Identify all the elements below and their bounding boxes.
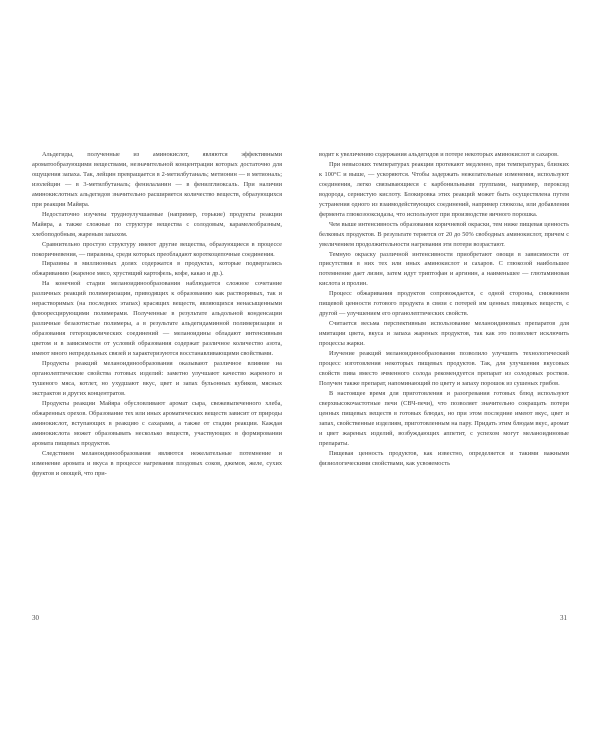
paragraph: В настоящее время для приготовления и разогревания готовых блюд используют сверхвысокочастотные печи (СВЧ-печи), что позволяет значительно сокращать потери ценных пищевых веществ в готовых блюдах, но при этом последние имеют вкус, цвет и запах, свойственные изделиям, приготовленным на пару. Придать этим блюдам вкус, аромат и цвет жареных изделий, возбуждающих аппетит, с успехом могут меланоидиновые препараты. [319, 389, 569, 447]
paragraph: Продукты реакций меланоидинообразования оказывают различное влияние на органолептические свойства готовых изделий: заметно улучшают качество жареного и тушеного мяса, котлет, но ухудшают вкус, цвет и запах бульонных кубиков, мясных экстрактов и других концентратов. [32, 360, 282, 397]
paragraph: На конечной стадии меланоидинообразования наблюдается сложное сочетание различных реакций полимеризации, приводящих к образованию как растворимых, так и нерастворимых (на последних этапах) красящих веществ, являющихся ненасыщенными флюоресцирующими полимерами. Полученные в результате альдольной конденсации различные безазотистые полимеры, а в результате альдегидаминной полимеризации и образования гетероциклических соединений — меланоидины обладают интенсивным цветом и в зависимости от условий образования содержат различное количество азота, имеют много непредельных связей и характеризуются восстанавливающими свойствами. [32, 280, 282, 358]
right-page-body [319, 150, 569, 469]
paragraph: Недостаточно изучены трудноулучшаемые (например, горькие) продукты реакции Майяра, а также сложные по структуре вещества с солодовым, карамелеобразным, хлебоподобным, жареным запахом. [32, 210, 282, 238]
page-number-left: 30 [32, 614, 39, 622]
paragraph: Изучение реакций меланоидинообразования позволило улучшить технологический процесс изготовления некоторых пищевых продуктов. Так, для улучшения вкусовых свойств пива вместо ячменного солода рекомендуется препарат из солодовых ростков. Получен также препарат, напоминающий по цвету и запаху порошок из сушеных грибов. [319, 350, 569, 387]
paragraph: Процесс обжаривания продуктов сопровождается, с одной стороны, снижением пищевой ценности готового продукта в связи с потерей им ценных пищевых веществ, с другой — улучшением его органолептических свойств. [319, 290, 569, 318]
paragraph: Чем выше интенсивность образования коричневой окраски, тем ниже пищевая ценность белковых продуктов. В результате теряется от 20 до 50% свободных аминокислот, причем с увеличением продолжительности нагревания эти потери возрастают. [319, 220, 569, 248]
paragraph: Сравнительно простую структуру имеют другие вещества, образующиеся в процессе покоричневения, — пиразины, среди которых преобладают короткоцепочные соединения. [32, 240, 282, 258]
paragraph: Пищевая ценность продуктов, как известно, определяется и такими важными физиологическими свойствами, как усвояемость [319, 449, 569, 467]
paragraph: При невысоких температурах реакции протекают медленно, при температурах, близких к 100°С и выше, — ускоряются. Чтобы задержать нежелательные изменения, используют соединения, легко связывающиеся с карбонильными группами, например, пероксид водорода, сернистую кислоту. Блокировка этих реакций может быть осуществлена путем устранения одного из взаимодействующих соединений, например глюкозы, или добавления фермента глюкозооксидазы, что используют при производстве яичного порошка. [319, 160, 569, 218]
page-number-right: 31 [560, 614, 567, 622]
left-page-body [32, 150, 282, 478]
paragraph-continued: водит к увеличению содержания альдегидов и потере некоторых аминокислот и сахаров. [319, 151, 559, 158]
paragraph: Продукты реакции Майяра обусловливают аромат сыра, свежевыпеченного хлеба, обжаренных орехов. Образование тех или иных ароматических веществ зависит от природы аминокислот, вступающих в реакцию с сахарами, а также от стадии реакции. Каждая аминокислота может образовывать несколько веществ, участвующих в формировании аромата пищевых продуктов. [32, 399, 282, 447]
paragraph: Следствием меланоидинообразования являются нежелательные потемнение и изменение аромата и вкуса в процессе нагревания плодовых соков, джемов, желе, сухих фруктов и овощей, что при- [32, 449, 282, 477]
paragraph: Альдегиды, полученные из аминокислот, являются эффективными ароматообразующими веществами, незначительной концентрации которых достаточно для ощущения запаха. Так, лейцин превращается в 2-метилбутаналь; метионин — в метиональ; изолейцин — в 3-метилбутаналь; фенилаланин — в фенилглиоксаль. При наличии аминокислотных альдегидов значительно расширяется количество веществ, образующихся при реакции Майяра. [32, 151, 282, 208]
paragraph: Темную окраску различной интенсивности приобретают овощи в зависимости от присутствия в них тех или иных аминокислот и сахаров. С глюкозой наибольшее потемнение дает лизин, затем идут триптофан и аргинин, а наименьшее — глютаминовая кислота и пролин. [319, 250, 569, 288]
paragraph: Пиразины в миллионных долях содержатся в продуктах, которые подвергались обжариванию (жареное мясо, хрустящий картофель, кофе, какао и др.). [32, 260, 282, 278]
paragraph: Считается весьма перспективным использование меланоидиновых препаратов для имитации цвета, вкуса и запаха жареных продуктов, так как это позволяет исключить процессы жарки. [319, 320, 569, 348]
